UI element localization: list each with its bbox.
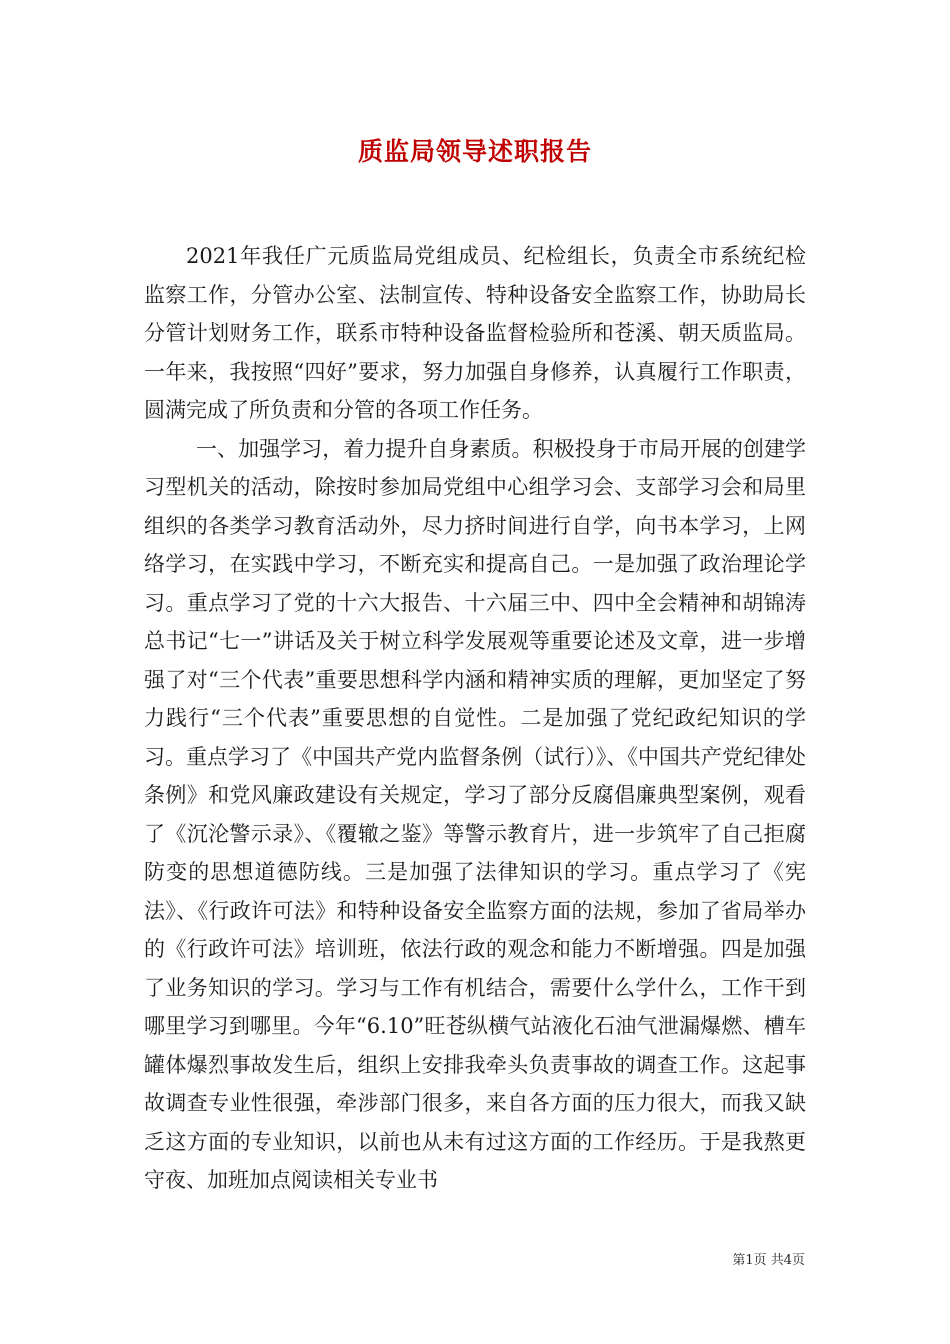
paragraph-study: 一、加强学习，着力提升自身素质。积极投身于市局开展的创建学习型机关的活动，除按时参加局党组中心组学习会、支部学习会和局里组织的各类学习教育活动外，尽力挤时间进行自学，向书本学习，上网络学习，在实践中学习，不断充实和提高自己。一是加强了政治理论学习。重点学习了党的十六大报告、十六届三中、四中全会精神和胡锦涛总书记“七一”讲话及关于树立科学发展观等重要论述及文章，进一步增强了对“三个代表”重要思想科学内涵和精神实质的理解，更加坚定了努力践行“三个代表”重要思想的自觉性。二是加强了党纪政纪知识的学习。重点学习了《中国共产党内监督条例（试行）》、《中国共产党纪律处条例》和党风廉政建设有关规定，学习了部分反腐倡廉典型案例，观看了《沉沦警示录》、《覆辙之鉴》等警示教育片，进一步筑牢了自己拒腐防变的思想道德防线。三是加强了法律知识的学习。重点学习了《宪法》、《行政许可法》和特种设备安全监察方面的法规，参加了省局举办的《行政许可法》培训班，依法行政的观念和能力不断增强。四是加强了业务知识的学习。学习与工作有机结合，需要什么学什么，工作干到哪里学习到哪里。今年“6.10”旺苍纵横气站液化石油气泄漏爆燃、槽车罐体爆烈事故发生后，组织上安排我牵头负责事故的调查工作。这起事故调查专业性很强，牵涉部门很多，来自各方面的压力很大，而我又缺乏这方面的专业知识，以前也从未有过这方面的工作经历。于是我熬更守夜、加班加点阅读相关专业书 (144, 436, 806, 1192)
page-number: 第1页 共4页 (732, 1253, 805, 1268)
document-body (144, 237, 806, 1200)
paragraph-intro: 2021年我任广元质监局党组成员、纪检组长，负责全市系统纪检监察工作，分管办公室、法制宣传、特种设备安全监察工作，协助局长分管计划财务工作，联系市特种设备监督检验所和苍溪、朝天质监局。一年来，我按照“四好”要求，努力加强自身修养，认真履行工作职责，圆满完成了所负责和分管的各项工作任务。 (144, 244, 806, 422)
document-title: 质监局领导述职报告 (357, 137, 592, 166)
